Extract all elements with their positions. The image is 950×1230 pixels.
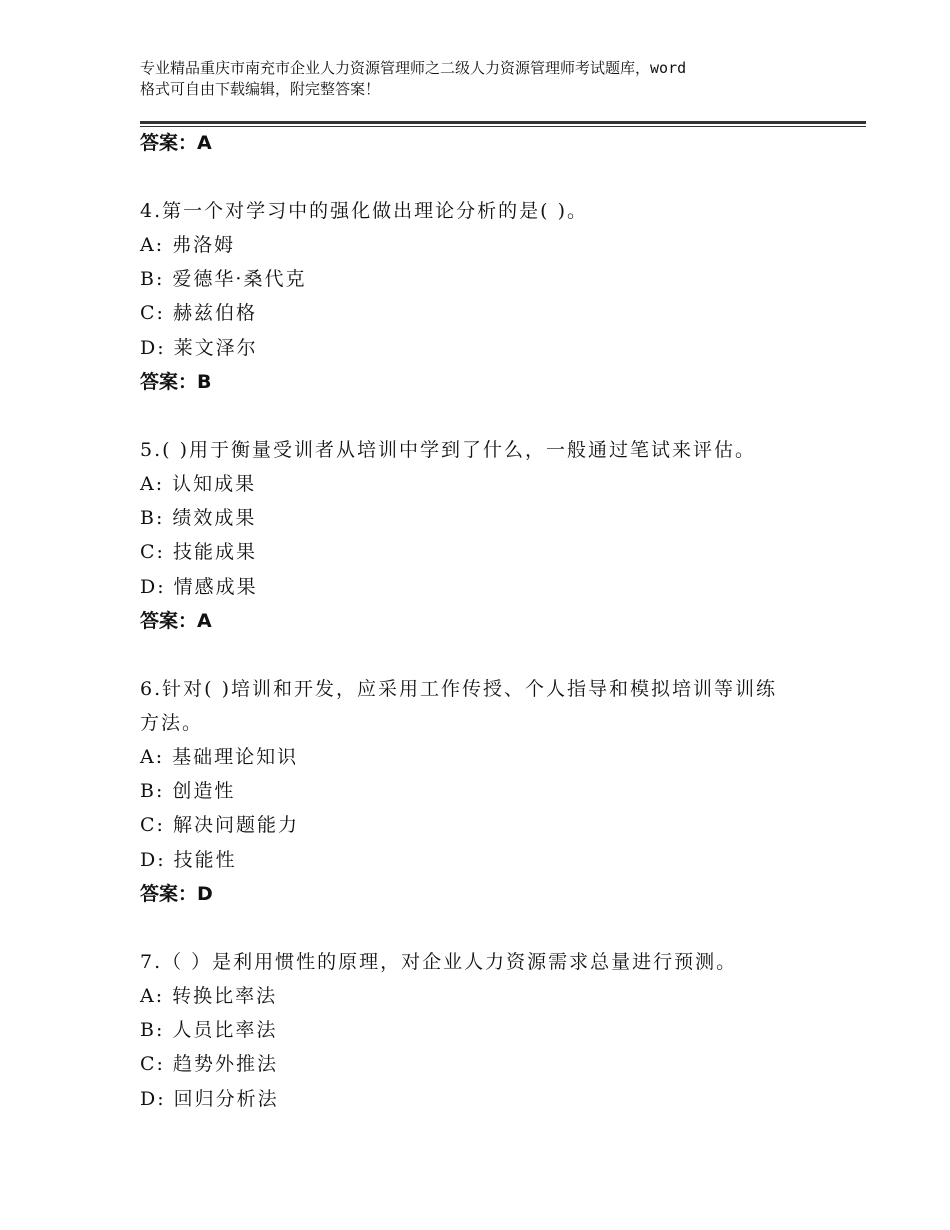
option-b: B: 爱德华·桑代克: [140, 268, 307, 290]
answer-line: 答案：A: [140, 132, 212, 154]
question-stem: 5.( )用于衡量受训者从培训中学到了什么，一般通过笔试来评估。: [140, 439, 756, 461]
option-b: B: 创造性: [140, 780, 236, 802]
option-a: A: 转换比率法: [140, 985, 278, 1007]
question-stem: 4.第一个对学习中的强化做出理论分析的是( )。: [140, 200, 588, 222]
option-d: D: 莱文泽尔: [140, 337, 258, 359]
option-a: A: 认知成果: [140, 473, 257, 495]
document-header: [140, 58, 830, 100]
option-c: C: 解决问题能力: [140, 814, 299, 836]
header-rule-thick: [140, 121, 866, 124]
option-c: C: 赫兹伯格: [140, 302, 257, 324]
answer-line: 答案：B: [140, 371, 212, 393]
question-stem: 6.针对( )培训和开发，应采用工作传授、个人指导和模拟培训等训练: [140, 678, 777, 700]
answer-line: 答案：D: [140, 883, 213, 905]
answer-line: 答案：A: [140, 610, 212, 632]
option-d: D: 情感成果: [140, 576, 258, 598]
header-line-2: 格式可自由下载编辑，附完整答案！: [140, 80, 381, 98]
option-c: C: 技能成果: [140, 541, 257, 563]
option-d: D: 技能性: [140, 849, 237, 871]
option-d: D: 回归分析法: [140, 1088, 279, 1110]
question-stem: 7.（ ）是利用惯性的原理，对企业人力资源需求总量进行预测。: [140, 951, 738, 973]
header-rule-thin: [140, 126, 866, 127]
option-a: A: 基础理论知识: [140, 746, 299, 768]
option-c: C: 趋势外推法: [140, 1053, 278, 1075]
option-b: B: 人员比率法: [140, 1019, 278, 1041]
option-b: B: 绩效成果: [140, 507, 257, 529]
option-a: A: 弗洛姆: [140, 234, 236, 256]
question-stem-continued: 方法。: [140, 712, 204, 734]
header-line-1: 专业精品重庆市南充市企业人力资源管理师之二级人力资源管理师考试题库，word: [140, 59, 687, 77]
